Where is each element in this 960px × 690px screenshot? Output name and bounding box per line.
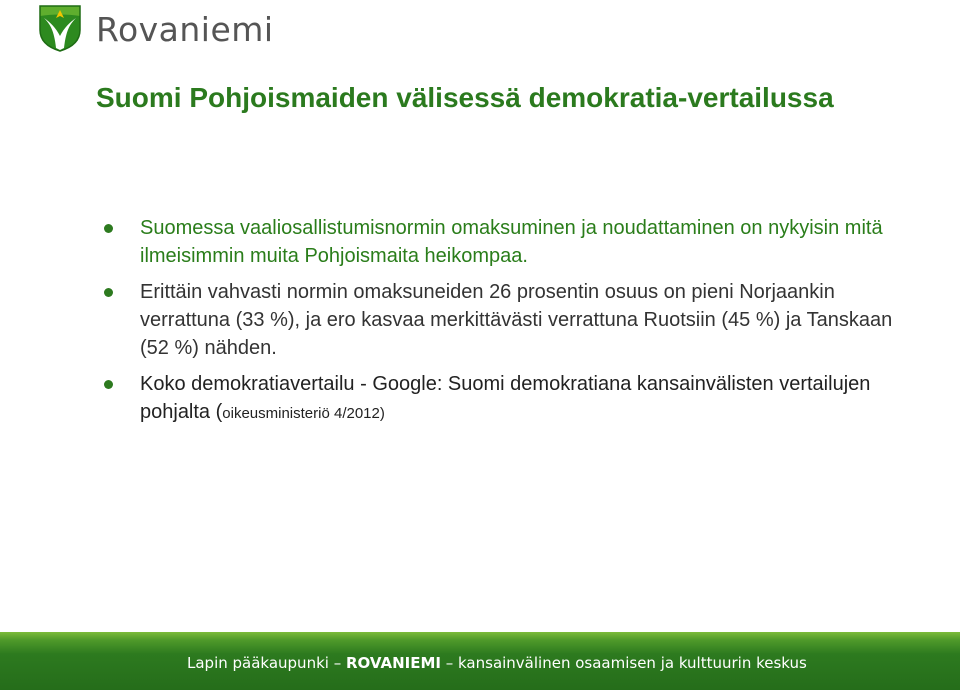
bullet-source: oikeusministeriö 4/2012) [222, 405, 385, 422]
slide-title: Suomi Pohjoismaiden välisessä demokratia-vertailussa [96, 82, 834, 113]
list-item [100, 370, 920, 428]
bullet-text: Erittäin vahvasti normin omaksuneiden 26 prosentin osuus on pieni Norjaankin verrattuna (33 %), ja ero kasvaa merkittävästi verrattuna Ruotsiin (45 %) ja Tanskaan (52 %) nähden. [140, 281, 893, 359]
bullet-icon [104, 380, 113, 389]
bullet-list [100, 214, 920, 436]
footer-band [0, 632, 960, 690]
bullet-icon [104, 288, 113, 297]
bullet-text: Suomessa vaaliosallistumisnormin omaksuminen ja noudattaminen on nykyisin mitä ilmeisimmin muita Pohjoismaita heikompaa. [140, 217, 883, 267]
footer-slogan [187, 654, 807, 672]
footer-slogan-part: Lapin pääkaupunki – [187, 654, 346, 672]
footer-slogan-city: ROVANIEMI [345, 654, 441, 672]
list-item [100, 278, 920, 362]
bullet-text: Koko demokratiavertailu - Google: Suomi demokratiana kansainvälisten vertailujen pohjalta ( [140, 373, 871, 423]
header-logo [38, 4, 274, 52]
brand-wordmark: Rovaniemi [96, 9, 274, 49]
list-item [100, 214, 920, 270]
footer-slogan-part: – kansainvälinen osaamisen ja kulttuurin keskus [440, 654, 807, 672]
bullet-icon [104, 224, 113, 233]
rovaniemi-coat-of-arms-icon [38, 4, 82, 52]
